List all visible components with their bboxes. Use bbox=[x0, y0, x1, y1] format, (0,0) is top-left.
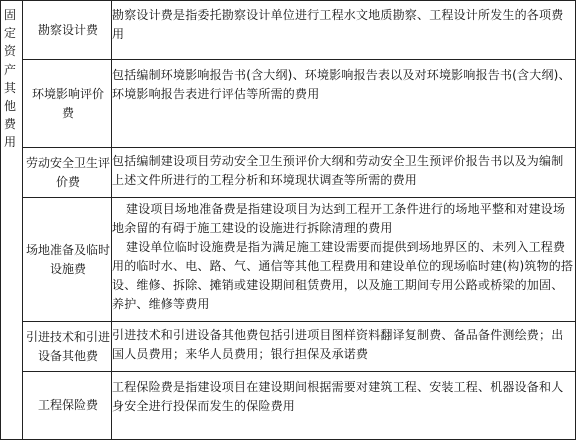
fee-name: 场地准备及临时设施费 bbox=[25, 242, 110, 276]
fee-description bbox=[112, 200, 574, 314]
description-paragraph: 包括编制环境影响报告书(含大纲)、环境影响报告表以及对环境影响报告书(含大纲)、环境影响报告表进行评估等所需的费用 bbox=[112, 68, 571, 101]
fee-name: 引进技术和引进设备其他费 bbox=[25, 329, 110, 363]
table-border-left bbox=[0, 0, 1, 440]
fee-description bbox=[112, 378, 574, 416]
table-border-right bbox=[575, 0, 576, 440]
fee-name: 勘察设计费 bbox=[37, 22, 98, 37]
fee-description bbox=[112, 6, 574, 44]
description-paragraph: 勘察设计费是指委托勘察设计单位进行工程水文地质勘察、工程设计所发生的各项费用 bbox=[112, 8, 564, 41]
fee-name: 工程保险费 bbox=[37, 398, 98, 412]
fee-name: 劳动安全卫生评价费 bbox=[25, 155, 110, 189]
column-divider bbox=[22, 0, 23, 440]
fee-name: 环境影响评价费 bbox=[31, 86, 104, 120]
description-paragraph: 工程保险费是指建设项目在建设期间根据需要对建筑工程、安装工程、机器设备和人身安全进行投保而发生的保险费用 bbox=[112, 380, 564, 413]
table-border-bottom bbox=[0, 439, 576, 440]
fee-description bbox=[112, 152, 574, 190]
description-paragraph: 包括编制建设项目劳动安全卫生预评价大纲和劳动安全卫生预评价报告书以及为编制上述文件所进行的工程分析和环境现状调查等所需的费用 bbox=[112, 154, 564, 187]
description-paragraph: 引进技术和引进设备其他费包括引进项目图样资料翻译复制费、备品备件测绘费；出国人员费用；来华人员费用；银行担保及承诺费 bbox=[112, 328, 564, 361]
category-label: 固定资产其他费用 bbox=[3, 8, 16, 150]
description-paragraph: 建设项目场地准备费是指建设项目为达到工程开工条件进行的场地平整和对建设场地余留的有碍于施工建设的设施进行拆除清理的费用 bbox=[112, 202, 566, 235]
description-paragraph: 建设单位临时设施费是指为满足施工建设需要而提供到场地界区的、未列入工程费用的临时水、电、路、气、通信等其他工程费用和建设单位的现场临时建(构)筑物的搭设、维修、拆除、摊销或建设期间租赁费用，以及施工期间专用公路或桥梁的加固、养护、维修等费用 bbox=[112, 240, 574, 311]
fee-description bbox=[112, 326, 574, 364]
fee-description bbox=[112, 66, 574, 104]
